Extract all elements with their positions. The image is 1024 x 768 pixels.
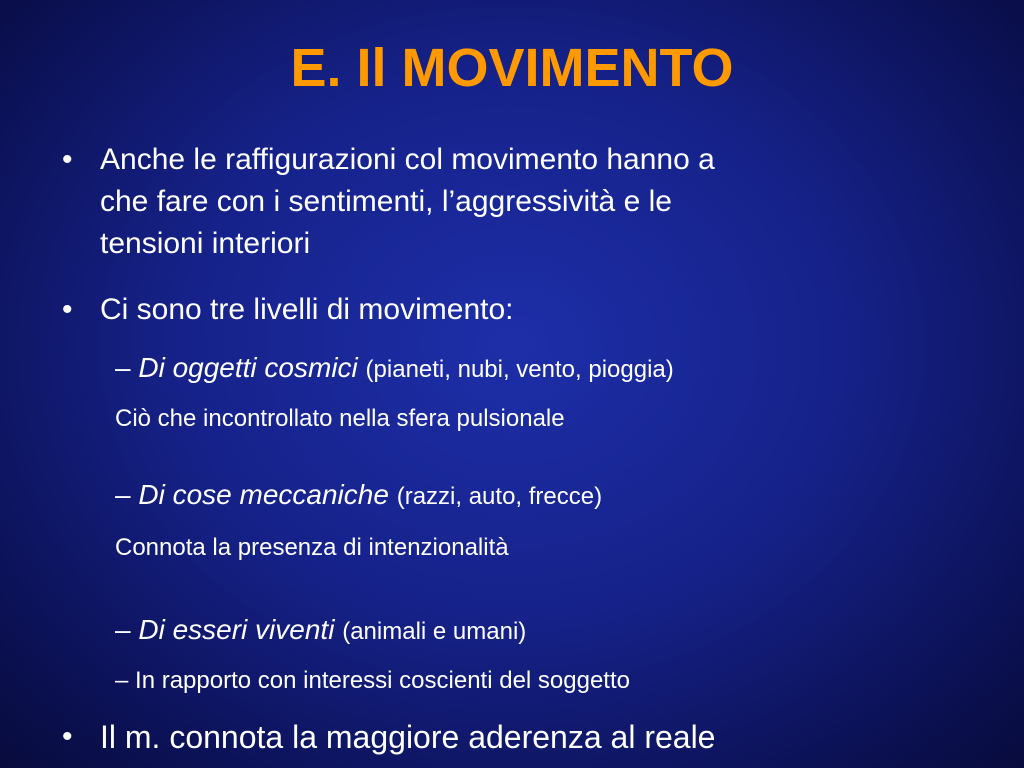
bullet-marker: • bbox=[62, 143, 73, 176]
level-dash: – bbox=[115, 667, 129, 694]
bullet-marker: • bbox=[62, 293, 73, 326]
level-living-examples: (animali e umani) bbox=[342, 618, 527, 645]
bullet-1-line-1: Anche le raffigurazioni col movimento hanno a bbox=[100, 143, 715, 176]
level-mechanical bbox=[115, 477, 602, 515]
level-cosmic-label: Di oggetti cosmici bbox=[138, 352, 358, 383]
bullet-1-line-2: che fare con i sentimenti, l’aggressività e le bbox=[100, 185, 672, 218]
level-mechanical-note: Connota la presenza di intenzionalità bbox=[115, 534, 509, 561]
level-living-note bbox=[115, 665, 630, 697]
level-cosmic-examples: (pianeti, nubi, vento, pioggia) bbox=[365, 356, 674, 383]
bullet-2-text: Ci sono tre livelli di movimento: bbox=[100, 293, 514, 326]
level-living-note-text: In rapporto con interessi coscienti del soggetto bbox=[135, 667, 630, 694]
level-living bbox=[115, 612, 526, 650]
slide-title: E. Il MOVIMENTO bbox=[290, 38, 734, 98]
level-cosmic bbox=[115, 350, 674, 388]
bullet-3-text: Il m. connota la maggiore aderenza al reale bbox=[100, 719, 716, 755]
level-dash: – bbox=[115, 352, 131, 383]
level-cosmic-note: Ciò che incontrollato nella sfera pulsionale bbox=[115, 405, 565, 432]
level-living-label: Di esseri viventi bbox=[138, 614, 335, 645]
bullet-1-line-3: tensioni interiori bbox=[100, 227, 311, 260]
level-dash: – bbox=[115, 479, 131, 510]
level-mechanical-examples: (razzi, auto, frecce) bbox=[396, 483, 603, 510]
level-dash: – bbox=[115, 614, 131, 645]
level-mechanical-label: Di cose meccaniche bbox=[138, 479, 389, 510]
bullet-marker: • bbox=[62, 720, 73, 753]
